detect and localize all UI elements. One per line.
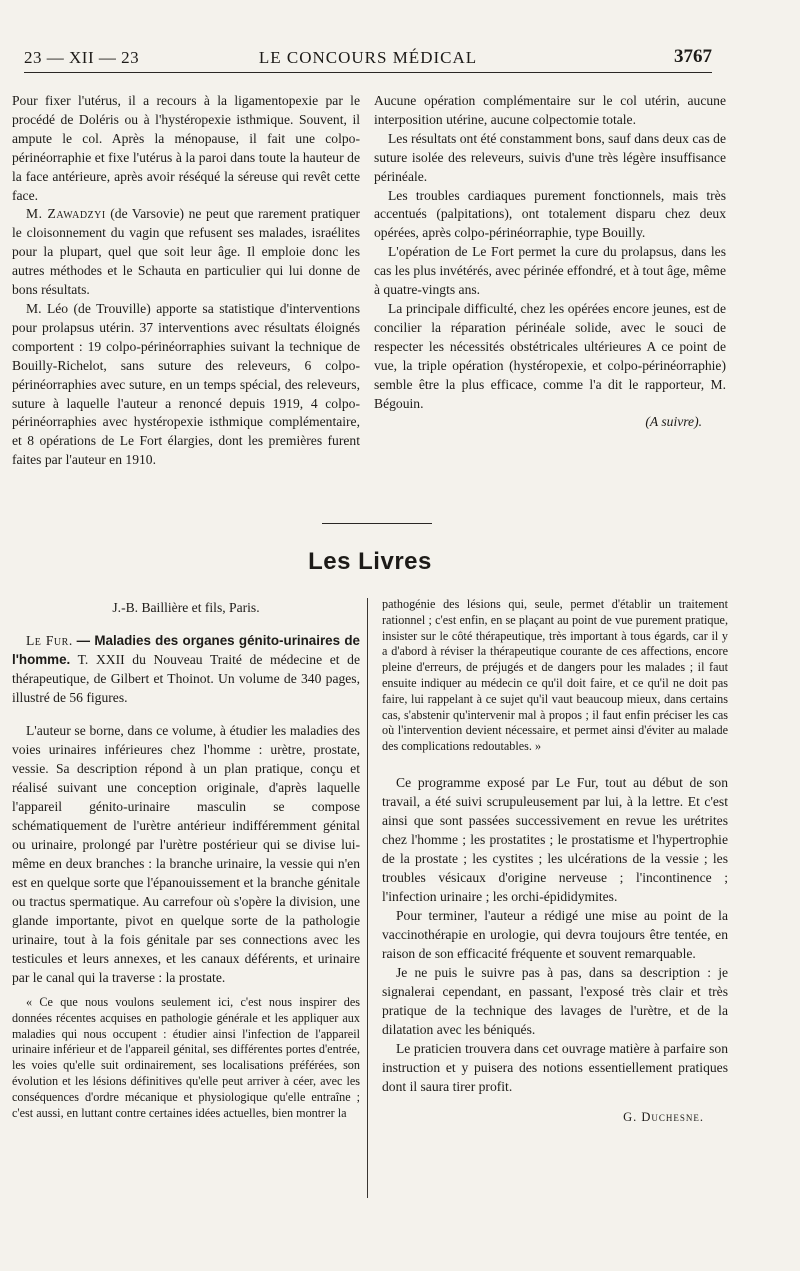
section-title: Les Livres: [308, 548, 432, 575]
paragraph: Pour fixer l'utérus, il a recours à la ligamentopexie par le procédé de Doléris ou à l'hystéropexie isthmique. Souvent, il ampute le col. Après la ménopause, il fait une colpo-périnéorraphie et fixe l'utérus à la paroi dans toute la hauteur de la face antérieure, après avoir réséqué la séreuse qui revêt cette face.: [12, 93, 360, 203]
paragraph: Ce programme exposé par Le Fur, tout au début de son travail, a été suivi scrupuleusement par lui, à la lettre. Et c'est ainsi que sont passées successivement en revue les urétrites chez l'homme ; les prostatites ; le prostatisme et l'hypertrophie de la prostate ; les cystites ; les ulcérations de la vessie ; les troubles vésicaux d'origine nerveuse ; l'incontinence ; l'infection urinaire ; les orchi-épididymites.: [382, 774, 728, 904]
book-title: — Maladies des organes génito-urinaires de l'homme.: [12, 633, 360, 667]
paragraph: La principale difficulté, chez les opérées encore jeunes, est de concilier la réparation périnéale solide, avec le souci de respecter les nécessités obstétricales ultérieures A ce point de vue, la triple opération (hystéropexie, et colpo-périnéorraphie) semble être la plus efficace, comme l'a dit le rapporteur, M. Bégouin.: [374, 300, 726, 411]
paragraph-text: (de Varsovie) ne peut que rarement pratiquer le cloisonnement du vagin que refusent ses malades, israélites pour la plupart, quel que soit leur âge. Il emploie donc les autres méthodes et le Schauta en particulier qui lui donne de bons résultats.: [12, 206, 361, 298]
paragraph: Le praticien trouvera dans cet ouvrage matière à parfaire son instruction et y puisera des notions essentiellement pratiques dont il saura tirer profit.: [382, 1040, 728, 1094]
top-right-column: [374, 92, 726, 432]
section-divider: [322, 523, 432, 524]
reviewer-signature: G. Duchesne.: [623, 1109, 704, 1124]
author-quote: « Ce que nous voulons seulement ici, c'est nous inspirer des données récentes acquises en pathologie générale et les appliquer aux maladies qui nous occupent : étudier ainsi l'infection de l'appareil urinaire inférieur et de l'appareil génital, ses différentes portes d'entrée, les voies qu'elle suit ordinairement, ses localisations préférées, son évolution et les lésions définitives qu'elle peut arriver à céer, avec les conséquences d'ordre mécanique et physiologique qu'elle entraîne ; c'est aussi, en luttant contre certaines idées actuelles, bien montrer la: [12, 995, 360, 1120]
author-name: M. Zawadzyi: [26, 206, 106, 222]
page-number: 3767: [674, 46, 712, 67]
paragraph: L'auteur se borne, dans ce volume, à étudier les maladies des voies urinaires inférieures chez l'homme : urètre, prostate, vessie. Sa description répond à un plan pratique, conçu et réalisé suivant une conception originale, d'après laquelle l'appareil génito-urinaire masculin se compose schématiquement de l'urètre antérieur indifféremment génital ou urinaire, prolongé par l'urètre postérieur qui se divise lui-même en deux branches : la branche urinaire, la vessie qui n'en est en quelque sorte que l'épanouissement et la branche génitale ou tractus spermatique. Au carrefour où s'opère la division, une glande importante, pivot en quelque sorte de la pathologie urinaire, tout à la fois génitale par ses connections avec les testicules et leurs annexes, et les canaux déférents, et urinaire par le canal qui la traverse : la prostate.: [12, 723, 360, 985]
paragraph: Je ne puis le suivre pas à pas, dans sa description : je signalerai cependant, en passant, l'exposé très clair et très pratique de la technique des lavages de l'urètre, et de la dilatation avec les béniqués.: [382, 964, 728, 1037]
paragraph: [12, 205, 360, 300]
publisher: J.-B. Baillière et fils, Paris.: [112, 600, 260, 615]
book-review-right-column: [382, 597, 728, 1127]
to-be-continued: (A suivre).: [645, 414, 702, 430]
book-pages: Un volume de 340 pages, illustré de 56 figures.: [12, 671, 360, 705]
book-series: T. XXII du Nouveau Traité de médecine et de thérapeutique, de Gilbert et Thoinot.: [12, 652, 360, 686]
paragraph: M. Léo (de Trouville) apporte sa statistique d'interventions pour prolapsus utérin. 37 interventions avec résultats éloignés comportent : 19 colpo-périnéorraphies suivant la technique de Bouilly-Richelot, sans suture des releveurs, 6 colpo-périnéorraphies avec suture, en un temps spécial, des releveurs, suture à laquelle l'auteur a renoncé depuis 1919, 4 colpo-périnéorraphies avec hystéropexie isthmique complémentaire, et 8 opérations de Le Fort élargies, dont les premières furent faites par l'auteur en 1910.: [12, 300, 360, 468]
paragraph: Aucune opération complémentaire sur le col utérin, aucune interposition utérine, aucune colpectomie totale.: [374, 93, 726, 127]
author-quote-continued: pathogénie des lésions qui, seule, permet d'établir un traitement rationnel ; c'est enfin, en se plaçant au point de vue purement pratique, insister sur le côté thérapeutique, très important à tous égards, car il y a d'abord à réviser la thérapeutique courante de ces affections, encore pleine d'erreurs, de préjugés et de dangers pour les malades ; il faut ensuite indiquer au médecin ce qu'il doit faire, et ce qu'il ne doit pas faire, lui rappelant à ce sujet qu'il vaut beaucoup mieux, dans certains cas, s'abstenir qu'intervenir mal à propos ; il faut enfin préciser les cas où l'intervention devient nécessaire, et permet ainsi d'éviter au malade des complications redoutables. »: [382, 597, 728, 754]
header-date: 23 — XII — 23: [24, 48, 140, 67]
running-header: [24, 46, 712, 73]
column-divider: [367, 598, 368, 1198]
book-author: Le Fur.: [26, 633, 73, 648]
book-review-left-column: [12, 596, 360, 1121]
journal-title: LE CONCOURS MÉDICAL: [258, 48, 478, 67]
paragraph: L'opération de Le Fort permet la cure du prolapsus, dans les cas les plus invétérés, avec périnée effondré, et à tout âge, même à quatre-vingts ans.: [374, 244, 726, 298]
review-body: [382, 773, 728, 1127]
top-left-column: [12, 92, 360, 470]
book-reference: [12, 631, 360, 707]
paragraph: Les troubles cardiaques purement fonctionnels, mais très accentués (palpitations), ont totalement disparu chez deux opérées, après colpo-périnéorraphie, type Bouilly.: [374, 187, 726, 241]
paragraph: Les résultats ont été constamment bons, sauf dans deux cas de suture isolée des releveurs, suivis d'une très légère insuffisance périnéale.: [374, 130, 726, 184]
paragraph: Pour terminer, l'auteur a rédigé une mise au point de la vaccinothérapie en urologie, qui devra toujours être tentée, en raison de son efficacité fréquente et souvent remarquable.: [382, 907, 728, 961]
